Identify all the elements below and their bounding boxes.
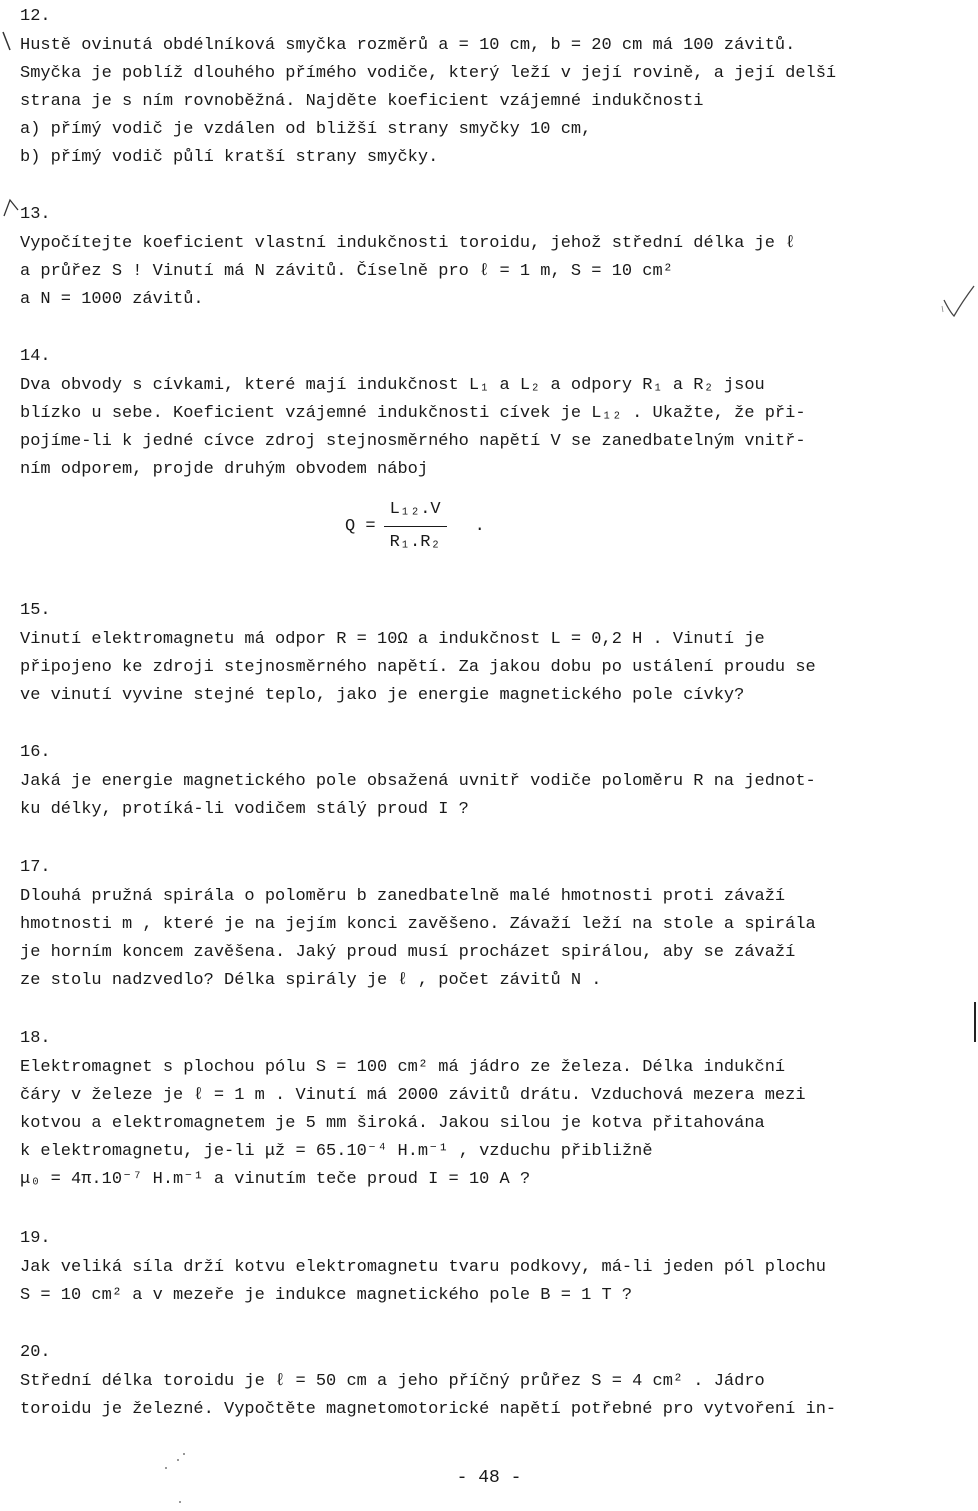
problem-number: 15. [20, 601, 51, 620]
problem-text-line: Vinutí elektromagnetu má odpor R = 10Ω a indukčnost L = 0,2 H . Vinutí je [20, 630, 765, 649]
problem-text-line: toroidu je železné. Vypočtěte magnetomotorické napětí potřebné pro vytvoření in- [20, 1400, 837, 1419]
problem-text-line: hmotnosti m , které je na jejím konci zavěšeno. Závaží leží na stole a spirála [20, 915, 816, 934]
problem-15 [20, 596, 965, 710]
problem-16 [20, 738, 965, 824]
problem-text-line: Dlouhá pružná spirála o poloměru b zanedbatelně malé hmotnosti proti závaží [20, 887, 786, 906]
problem-text-line: je horním koncem zavěšena. Jaký proud musí procházet spirálou, aby se závaží [20, 943, 796, 962]
problem-text-line: Elektromagnet s plochou pólu S = 100 cm² má jádro ze železa. Délka indukční [20, 1058, 786, 1077]
problem-text-line: Smyčka je poblíž dlouhého přímého vodiče, který leží v její rovině, a její delší [20, 64, 837, 83]
problem-text-line: ze stolu nadzvedlo? Délka spirály je ℓ , počet závitů N . [20, 971, 602, 990]
problem-number: 12. [20, 7, 51, 26]
margin-stroke-mark [0, 30, 14, 54]
problem-12 [20, 2, 965, 172]
problem-text-line: pojíme-li k jedné cívce zdroj stejnosměrného napětí V se zanedbatelným vnitř- [20, 432, 806, 451]
problem-text-line: Jaká je energie magnetického pole obsažená uvnitř vodiče poloměru R na jednot- [20, 772, 816, 791]
problem-number: 16. [20, 743, 51, 762]
scan-specks-mark [160, 1450, 190, 1510]
problem-text-line: kotvou a elektromagnetem je 5 mm široká. Jakou silou je kotva přitahována [20, 1114, 765, 1133]
problem-number: 14. [20, 347, 51, 366]
problem-text-line: ku délky, protíká-li vodičem stálý proud I ? [20, 800, 469, 819]
problem-text-line: Vypočítejte koeficient vlastní indukčnosti toroidu, jehož střední délka je ℓ [20, 234, 796, 253]
problem-text-line: Jak veliká síla drží kotvu elektromagnetu tvaru podkovy, má-li jeden pól plochu [20, 1258, 826, 1277]
page-number: - 48 - [456, 1468, 522, 1488]
problem-14 [20, 342, 965, 484]
problem-number: 17. [20, 858, 51, 877]
margin-bar-mark [972, 1000, 978, 1044]
problem-20 [20, 1338, 965, 1424]
formula-period: . [474, 517, 485, 536]
charge-formula [345, 498, 485, 555]
problem-text-line: blízko u sebe. Koeficient vzájemné indukčnosti cívek je L₁₂ . Ukažte, že při- [20, 404, 806, 423]
problem-number: 19. [20, 1229, 51, 1248]
problem-text-line: μ₀ = 4π.10⁻⁷ H.m⁻¹ a vinutím teče proud I = 10 A ? [20, 1170, 531, 1189]
problem-19 [20, 1224, 965, 1310]
problem-text-line: Střední délka toroidu je ℓ = 50 cm a jeho příčný průřez S = 4 cm² . Jádro [20, 1372, 765, 1391]
problem-text-line: S = 10 cm² a v mezeře je indukce magnetického pole B = 1 T ? [20, 1286, 633, 1305]
problem-text-line: a N = 1000 závitů. [20, 290, 204, 309]
problem-17 [20, 853, 965, 995]
problem-text-line: ve vinutí vyvine stejné teplo, jako je energie magnetického pole cívky? [20, 686, 745, 705]
problem-text-line: strana je s ním rovnoběžná. Najděte koeficient vzájemné indukčnosti [20, 92, 704, 111]
problem-13 [20, 200, 965, 314]
problem-text-line: k elektromagnetu, je-li μž = 65.10⁻⁴ H.m⁻¹ , vzduchu přibližně [20, 1142, 653, 1161]
problem-text-line: ním odporem, projde druhým obvodem náboj [20, 460, 429, 479]
problem-18 [20, 1024, 965, 1194]
formula-lhs: Q = [345, 517, 376, 536]
margin-caret-mark [2, 196, 24, 220]
problem-text-line: Dva obvody s cívkami, které mají indukčnost L₁ a L₂ a odpory R₁ a R₂ jsou [20, 376, 765, 395]
formula-numerator: L₁₂.V [384, 498, 447, 527]
problem-text-line: a průřez S ! Vinutí má N závitů. Číselně pro ℓ = 1 m, S = 10 cm² [20, 262, 673, 281]
problem-text-line: b) přímý vodič půlí kratší strany smyčky. [20, 148, 439, 167]
formula-fraction [384, 498, 447, 555]
problem-number: 20. [20, 1343, 51, 1362]
formula-denominator: R₁.R₂ [389, 533, 441, 552]
problem-text-line: a) přímý vodič je vzdálen od bližší strany smyčky 10 cm, [20, 120, 592, 139]
problem-number: 13. [20, 205, 51, 224]
problem-text-line: Hustě ovinutá obdélníková smyčka rozměrů a = 10 cm, b = 20 cm má 100 závitů. [20, 36, 796, 55]
checkmark-icon [940, 282, 976, 322]
problem-number: 18. [20, 1029, 51, 1048]
problem-text-line: čáry v železe je ℓ = 1 m . Vinutí má 2000 závitů drátu. Vzduchová mezera mezi [20, 1086, 806, 1105]
problem-text-line: připojeno ke zdroji stejnosměrného napětí. Za jakou dobu po ustálení proudu se [20, 658, 816, 677]
